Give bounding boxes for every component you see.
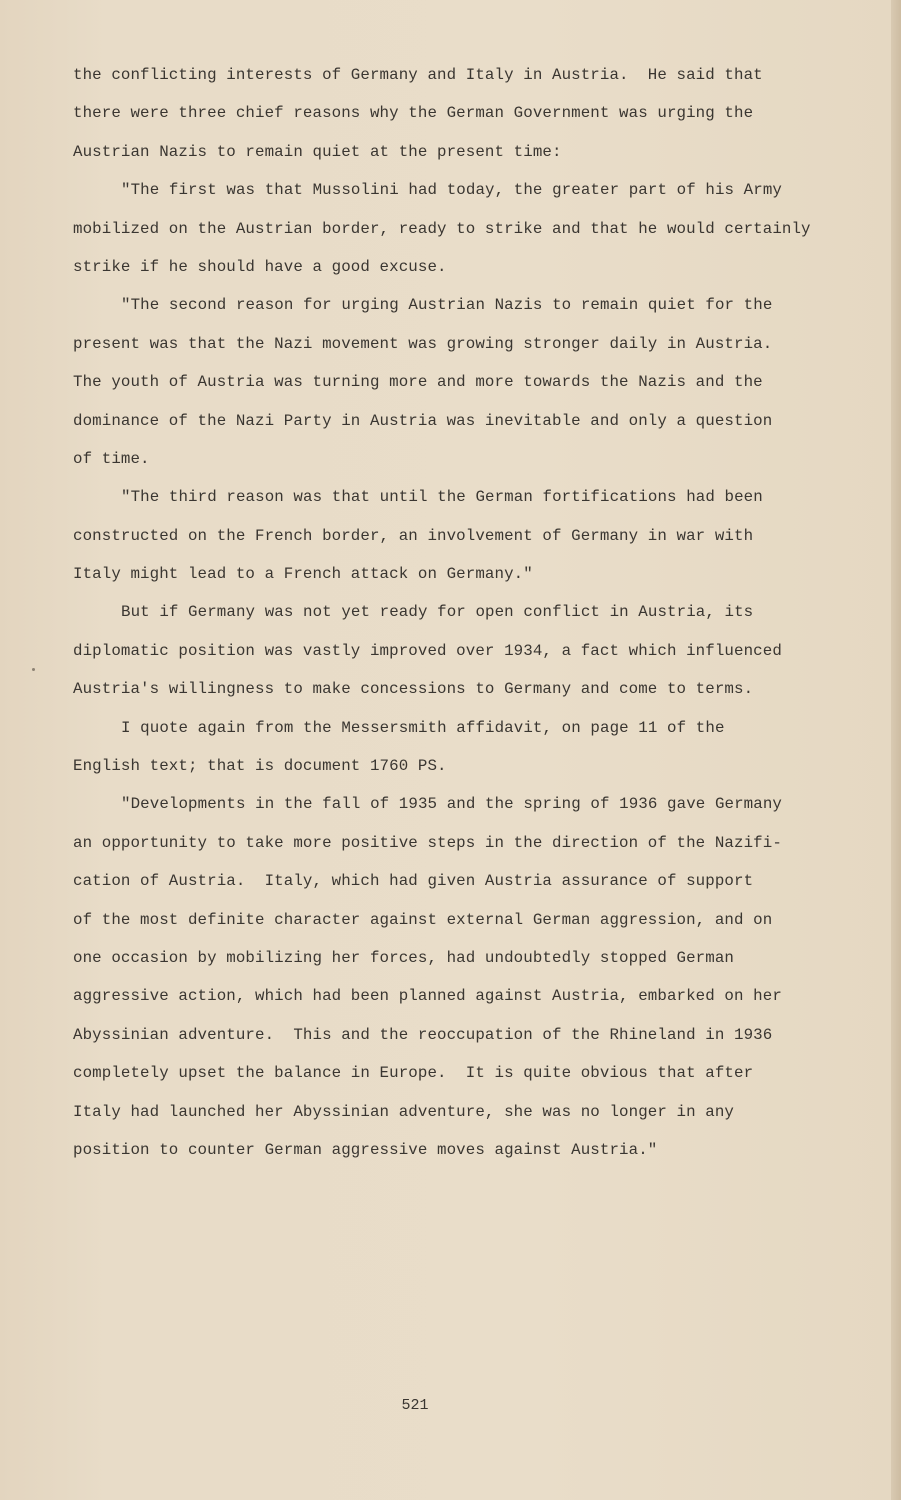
text-line: there were three chief reasons why the German Government was urging the [73,104,754,123]
text-line: completely upset the balance in Europe. It is quite obvious that after [73,1064,754,1083]
text-line: Italy might lead to a French attack on Germany." [73,565,533,584]
text-line: Abyssinian adventure. This and the reoccupation of the Rhineland in 1936 [73,1025,773,1044]
page-edge [891,0,901,1500]
paragraph-first-reason [73,171,833,286]
text-line: position to counter German aggressive moves against Austria." [73,1140,658,1159]
paper-speck [32,668,35,671]
text-line: diplomatic position was vastly improved over 1934, a fact which influenced [73,641,782,660]
text-line: Austrian Nazis to remain quiet at the present time: [73,142,562,161]
text-line: cation of Austria. Italy, which had given Austria assurance of support [73,872,754,891]
body-text [73,56,833,1169]
text-line: the conflicting interests of Germany and Italy in Austria. He said that [73,66,763,84]
text-line: "The second reason for urging Austrian Nazis to remain quiet for the [121,296,773,315]
page-number: 521 [401,1397,429,1414]
text-line: dominance of the Nazi Party in Austria was inevitable and only a question [73,411,773,430]
text-line: strike if he should have a good excuse. [73,257,447,276]
text-line: an opportunity to take more positive steps in the direction of the Nazifi- [73,833,782,852]
text-line: mobilized on the Austrian border, ready to strike and that he would certainly [73,219,811,238]
text-line: But if Germany was not yet ready for open conflict in Austria, its [121,603,754,622]
text-line: Italy had launched her Abyssinian adventure, she was no longer in any [73,1102,734,1121]
text-line: I quote again from the Messersmith affidavit, on page 11 of the [121,718,725,737]
text-line: constructed on the French border, an involvement of Germany in war with [73,526,754,545]
text-line: of time. [73,449,150,468]
text-line: "The third reason was that until the German fortifications had been [121,488,763,507]
text-line: "Developments in the fall of 1935 and the spring of 1936 gave Germany [121,795,782,814]
text-line: one occasion by mobilizing her forces, had undoubtedly stopped German [73,948,734,967]
text-line: The youth of Austria was turning more and more towards the Nazis and the [73,373,763,392]
paragraph-continuation [73,56,833,171]
text-line: aggressive action, which had been planned against Austria, embarked on her [73,987,782,1006]
paragraph-third-reason [73,478,833,593]
text-line: "The first was that Mussolini had today, the greater part of his Army [121,181,782,200]
text-line: present was that the Nazi movement was growing stronger daily in Austria. [73,334,773,353]
paragraph-diplomatic-position [73,593,833,708]
text-line: Austria's willingness to make concessions to Germany and come to terms. [73,680,754,699]
text-line: English text; that is document 1760 PS. [73,757,447,776]
text-line: of the most definite character against external German aggression, and on [73,910,773,929]
paragraph-affidavit-quote [73,785,833,1169]
paragraph-second-reason [73,286,833,478]
paragraph-quote-reference [73,709,833,786]
